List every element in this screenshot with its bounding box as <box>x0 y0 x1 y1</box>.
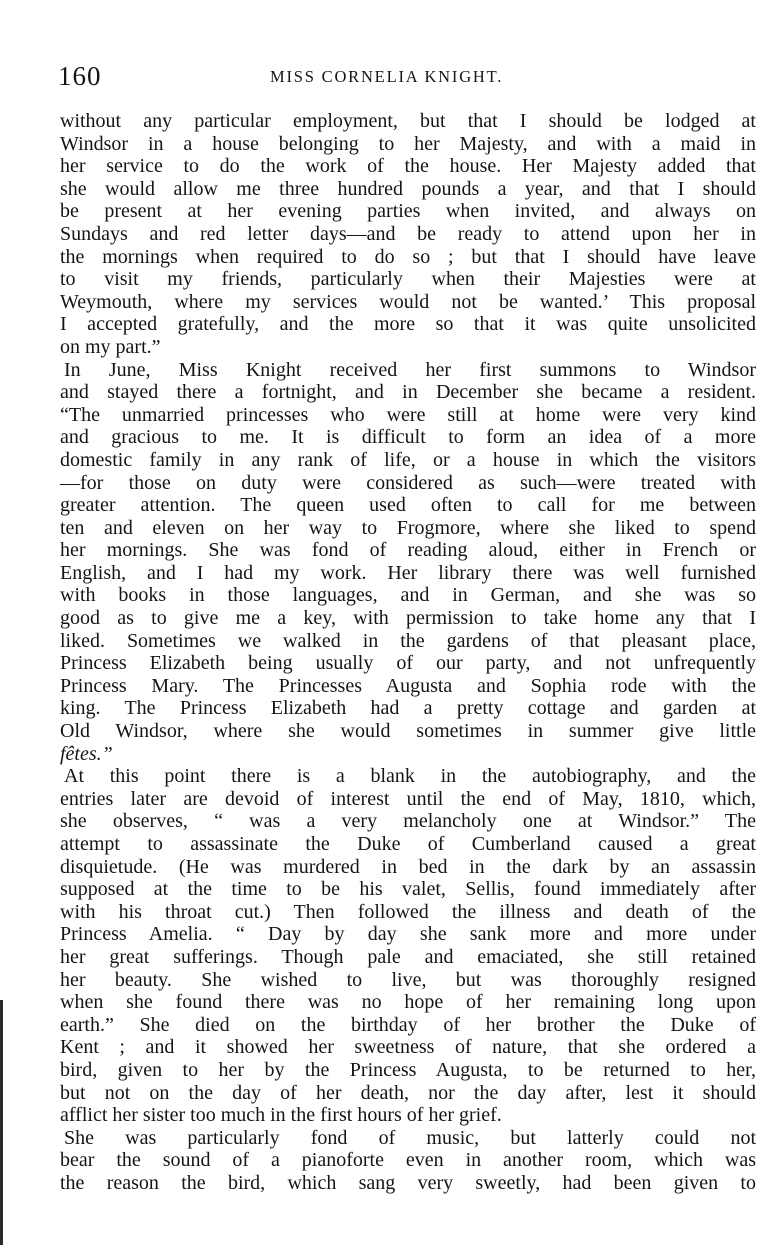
text-line: be present at her evening parties when invited, and always on <box>60 200 756 223</box>
text-line: with his throat cut.) Then followed the illness and death of the <box>60 900 756 923</box>
text-line: her mornings. She was fond of reading aloud, either in French or <box>60 539 756 562</box>
page-header <box>58 58 748 98</box>
body-text <box>46 110 756 1195</box>
text-line: greater attention. The queen used often to call for me between <box>60 494 756 517</box>
text-line: Princess Elizabeth being usually of our party, and not unfrequently <box>60 652 756 675</box>
text-line: ten and eleven on her way to Frogmore, where she liked to spend <box>60 516 756 539</box>
text-line: fêtes.” <box>60 742 113 765</box>
text-line: Windsor in a house belonging to her Majesty, and with a maid in <box>60 132 756 155</box>
text-line: She was particularly fond of music, but latterly could not <box>64 1126 756 1149</box>
text-line: when she found there was no hope of her remaining long upon <box>60 991 756 1014</box>
running-head: MISS CORNELIA KNIGHT. <box>270 67 504 86</box>
paragraph <box>46 1127 756 1195</box>
text-line: king. The Princess Elizabeth had a pretty cottage and garden at <box>60 697 756 720</box>
text-line: without any particular employment, but that I should be lodged at <box>60 110 756 132</box>
text-line: afflict her sister too much in the first hours of her grief. <box>60 1104 502 1127</box>
text-line: earth.” She died on the birthday of her brother the Duke of <box>60 1013 756 1036</box>
text-line: In June, Miss Knight received her first summons to Windsor <box>64 358 756 381</box>
text-line: her beauty. She wished to live, but was thoroughly resigned <box>60 968 756 991</box>
text-line: she would allow me three hundred pounds a year, and that I should <box>60 177 756 200</box>
text-line: At this point there is a blank in the autobiography, and the <box>64 765 756 788</box>
text-line: I accepted gratefully, and the more so that it was quite unsolicited <box>60 313 756 336</box>
text-line: Old Windsor, where she would sometimes in summer give little <box>60 720 756 743</box>
text-line: bear the sound of a pianoforte even in another room, which was <box>60 1149 756 1172</box>
text-line: Princess Amelia. “ Day by day she sank more and more under <box>60 923 756 946</box>
text-line: the reason the bird, which sang very sweetly, had been given to <box>60 1171 756 1194</box>
text-line: but not on the day of her death, nor the day after, lest it should <box>60 1081 756 1104</box>
text-line: to visit my friends, particularly when their Majesties were at <box>60 268 756 291</box>
paragraph <box>46 110 756 359</box>
text-line: domestic family in any rank of life, or a house in which the visitors <box>60 448 756 471</box>
text-line: and gracious to me. It is difficult to form an idea of a more <box>60 426 756 449</box>
text-line: Princess Mary. The Princesses Augusta and Sophia rode with the <box>60 674 756 697</box>
text-line: on my part.” <box>60 335 161 358</box>
text-line: entries later are devoid of interest until the end of May, 1810, which, <box>60 787 756 810</box>
text-line: with books in those languages, and in German, and she was so <box>60 584 756 607</box>
text-line: her service to do the work of the house. Her Majesty added that <box>60 155 756 178</box>
text-line: liked. Sometimes we walked in the gardens of that pleasant place, <box>60 629 756 652</box>
text-line: the mornings when required to do so ; but that I should have leave <box>60 245 756 268</box>
text-line: attempt to assassinate the Duke of Cumberland caused a great <box>60 833 756 855</box>
text-line: —for those on duty were considered as such—were treated with <box>60 471 756 494</box>
text-line: Kent ; and it showed her sweetness of nature, that she ordered a <box>60 1036 756 1059</box>
text-line: Weymouth, where my services would not be wanted.’ This proposal <box>60 290 756 313</box>
text-line: bird, given to her by the Princess Augusta, to be returned to her, <box>60 1058 756 1081</box>
text-line: good as to give me a key, with permission to take home any that I <box>60 607 756 630</box>
text-line: Sundays and red letter days—and be ready to attend upon her in <box>60 222 756 245</box>
text-line: supposed at the time to be his valet, Sellis, found immediately after <box>60 878 756 901</box>
text-line: “The unmarried princesses who were still at home were very kind <box>60 403 756 426</box>
page-number: 160 <box>58 61 102 91</box>
page-edge-rule <box>0 1000 3 1245</box>
text-line: she observes, “ was a very melancholy one at Windsor.” The <box>60 810 756 833</box>
paragraph <box>46 359 756 766</box>
paragraph <box>46 765 756 1127</box>
text-line: disquietude. (He was murdered in bed in the dark by an assassin <box>60 855 756 878</box>
text-line: and stayed there a fortnight, and in December she became a resident. <box>60 381 756 404</box>
text-line: her great sufferings. Though pale and emaciated, she still retained <box>60 945 756 968</box>
text-line: English, and I had my work. Her library there was well furnished <box>60 561 756 584</box>
